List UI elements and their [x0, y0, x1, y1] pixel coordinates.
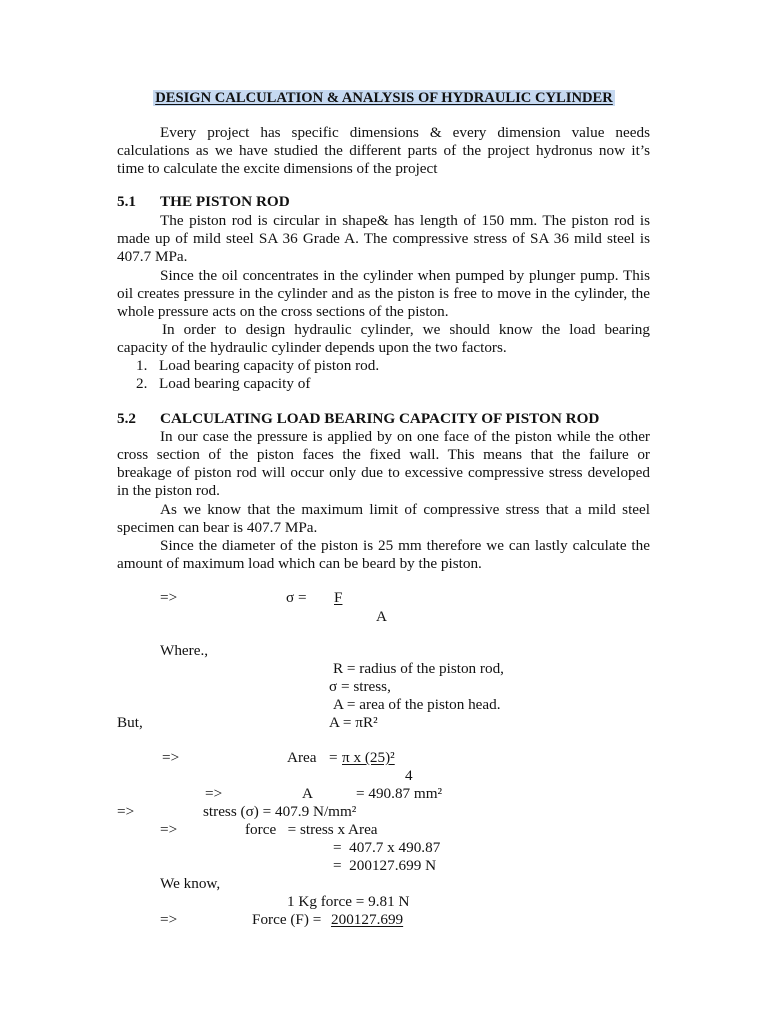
definition-line: A = area of the piston head.	[333, 696, 501, 713]
area-result-value: = 490.87 mm²	[356, 785, 443, 802]
definition-line: R = radius of the piston rod,	[333, 660, 504, 677]
formula-arrow: =>	[160, 911, 178, 928]
area-label: Area	[287, 749, 317, 766]
formula-arrow: =>	[160, 821, 178, 838]
force-result-value: 200127.699	[331, 911, 404, 928]
area-formula: A = πR²	[329, 714, 378, 731]
paragraph-line: amount of maximum load which can be beard by the piston.	[117, 555, 482, 572]
force-result-label: Force (F) =	[252, 911, 322, 928]
kg-force-line: 1 Kg force = 9.81 N	[287, 893, 410, 910]
formula-numerator: π x (25)²	[342, 749, 395, 766]
list-marker: 2.	[136, 375, 148, 392]
where-label: Where.,	[160, 642, 209, 659]
paragraph-line: In our case the pressure is applied by on one face of the piston while the other	[160, 428, 650, 445]
paragraph-line: capacity of the hydraulic cylinder depends upon the two factors.	[117, 339, 507, 356]
paragraph-line: Since the diameter of the piston is 25 mm therefore we can lastly calculate the	[160, 537, 650, 554]
list-item-text: Load bearing capacity of	[159, 375, 311, 392]
force-step: = 200127.699 N	[333, 857, 437, 874]
paragraph-line: As we know that the maximum limit of compressive stress that a mild steel	[160, 501, 650, 518]
intro-line: Every project has specific dimensions & every dimension value needs	[160, 124, 650, 141]
formula-lhs: σ =	[286, 589, 307, 606]
area-result-label: A	[302, 785, 313, 802]
formula-arrow: =>	[205, 785, 223, 802]
paragraph-line: made up of mild steel SA 36 Grade A. The compressive stress of SA 36 mild steel is	[117, 230, 650, 247]
we-know-label: We know,	[160, 875, 221, 892]
section-number: 5.2	[117, 410, 136, 427]
formula-denominator: 4	[405, 767, 413, 784]
force-step: = 407.7 x 490.87	[333, 839, 441, 856]
formula-arrow: =>	[117, 803, 135, 820]
formula-numerator: F	[334, 589, 343, 606]
paragraph-line: breakage of piston rod will occur only due to excessive compressive stress developed	[117, 464, 650, 481]
definition-line: σ = stress,	[329, 678, 391, 695]
paragraph-line: oil creates pressure in the cylinder and as the piston is free to move in the cylinder, the	[117, 285, 650, 302]
equals-sign: =	[329, 749, 338, 766]
stress-value: stress (σ) = 407.9 N/mm²	[203, 803, 357, 820]
formula-arrow: =>	[160, 589, 178, 606]
document-title: DESIGN CALCULATION & ANALYSIS OF HYDRAULIC CYLINDER	[155, 90, 613, 106]
paragraph-line: In order to design hydraulic cylinder, we should know the load bearing	[162, 321, 650, 338]
intro-line: time to calculate the excite dimensions of the project	[117, 160, 438, 177]
but-label: But,	[117, 714, 143, 731]
paragraph-line: in the piston rod.	[117, 482, 220, 499]
title-row	[0, 89, 768, 107]
section-number: 5.1	[117, 193, 136, 210]
formula-denominator: A	[376, 608, 387, 625]
paragraph-line: 407.7 MPa.	[117, 248, 188, 265]
force-formula: force = stress x Area	[245, 821, 378, 838]
list-marker: 1.	[136, 357, 148, 374]
section-heading: THE PISTON ROD	[160, 193, 290, 210]
intro-line: calculations as we have studied the different parts of the project hydronus now it’s	[117, 142, 650, 159]
paragraph-line: Since the oil concentrates in the cylinder when pumped by plunger pump. This	[160, 267, 650, 284]
paragraph-line: specimen can bear is 407.7 MPa.	[117, 519, 318, 536]
paragraph-line: whole pressure acts on the cross sections of the piston.	[117, 303, 449, 320]
paragraph-line: cross section of the piston faces the fixed wall. This means that the failure or	[117, 446, 650, 463]
list-item-text: Load bearing capacity of piston rod.	[159, 357, 380, 374]
formula-arrow: =>	[162, 749, 180, 766]
paragraph-line: The piston rod is circular in shape& has length of 150 mm. The piston rod is	[160, 212, 650, 229]
section-heading: CALCULATING LOAD BEARING CAPACITY OF PISTON ROD	[160, 410, 600, 427]
